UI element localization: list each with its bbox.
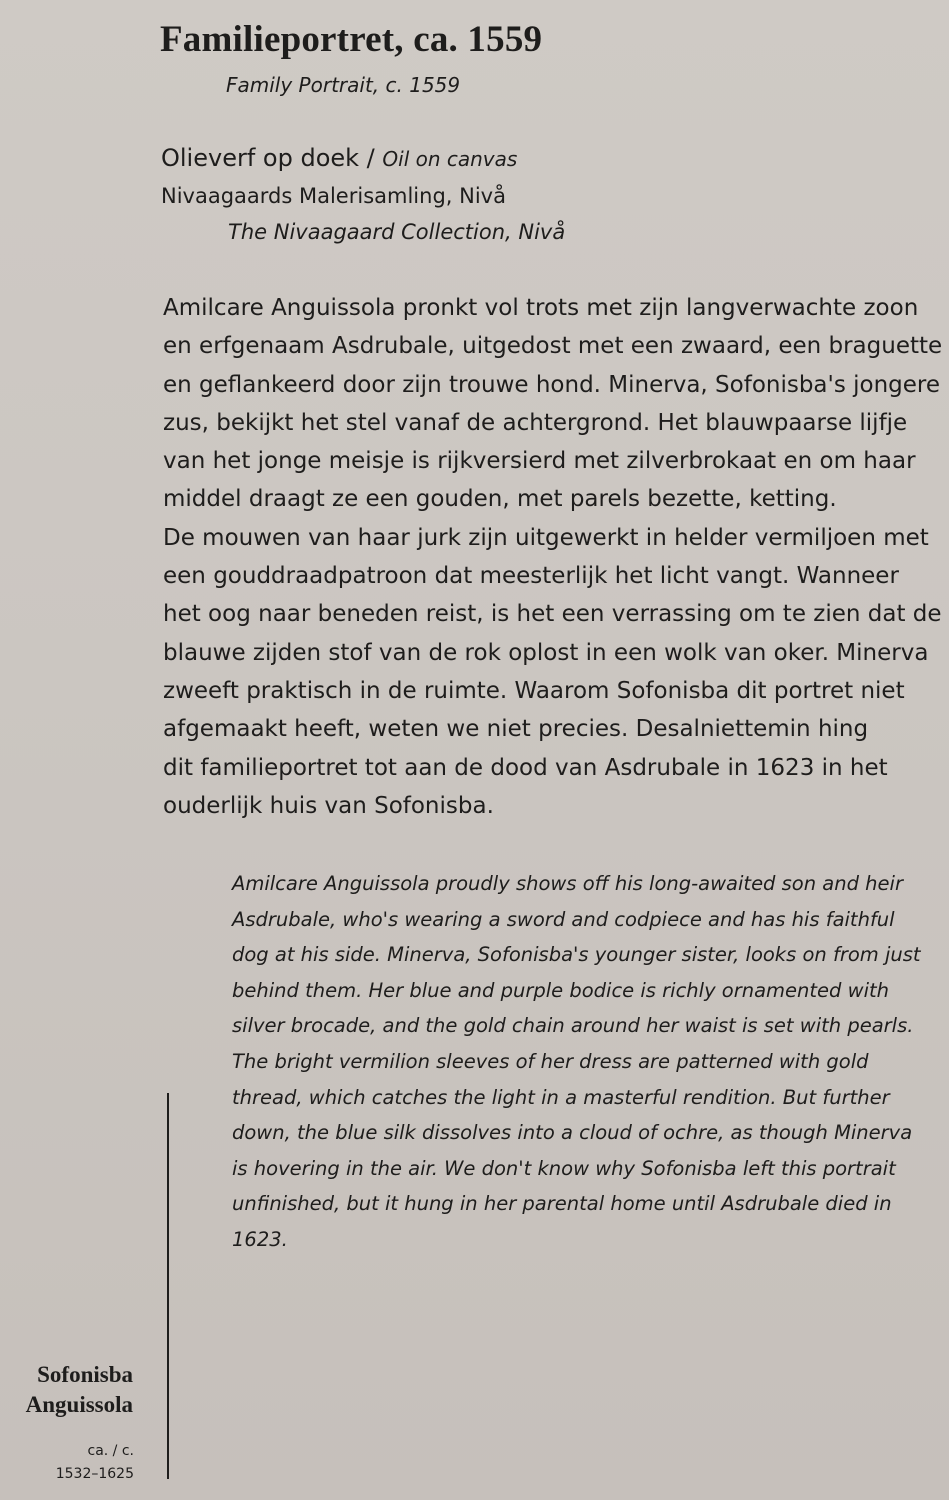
artwork-medium xyxy=(161,144,517,172)
artist-dates xyxy=(56,1440,134,1486)
description-english-line: unfinished, but it hung in her parental home until Asdrubale died in xyxy=(232,1192,892,1216)
description-english-line: silver brocade, and the gold chain around her waist is set with pearls. xyxy=(232,1014,914,1038)
description-dutch-line: afgemaakt heeft, weten we niet precies. Desalniettemin hing xyxy=(163,716,869,743)
description-dutch-line: en geflankeerd door zijn trouwe hond. Minerva, Sofonisba's jongere xyxy=(163,371,941,398)
description-english-line: 1623. xyxy=(232,1227,288,1251)
description-dutch-line: een gouddraadpatroon dat meesterlijk het licht vangt. Wanneer xyxy=(163,563,899,590)
artwork-title-english: Family Portrait, c. 1559 xyxy=(226,73,461,97)
description-english-line: thread, which catches the light in a masterful rendition. But further xyxy=(232,1085,890,1109)
artwork-title: Familieportret, ca. 1559 xyxy=(160,19,543,60)
artist-name-line: Sofonisba xyxy=(37,1362,133,1387)
description-english-line: The bright vermilion sleeves of her dress are patterned with gold xyxy=(232,1049,869,1073)
description-dutch-line: zus, bekijkt het stel vanaf de achtergrond. Het blauwpaarse lijfje xyxy=(163,409,908,436)
description-dutch-line: van het jonge meisje is rijkversierd met zilverbrokaat en om haar xyxy=(163,448,916,475)
description-dutch-line: dit familieportret tot aan de dood van Asdrubale in 1623 in het xyxy=(163,754,888,781)
description-english-line: dog at his side. Minerva, Sofonisba's younger sister, looks on from just xyxy=(232,943,921,967)
artist-dates-years: 1532–1625 xyxy=(55,1466,134,1482)
collection-english: The Nivaagaard Collection, Nivå xyxy=(228,220,566,244)
description-english-line: is hovering in the air. We don't know why Sofonisba left this portrait xyxy=(232,1156,896,1180)
collection-dutch: Nivaagaards Malerisamling, Nivå xyxy=(161,184,506,208)
description-english xyxy=(232,866,932,1258)
medium-english: Oil on canvas xyxy=(382,147,518,171)
description-dutch-line: het oog naar beneden reist, is het een verrassing om te zien dat de xyxy=(163,601,942,628)
artist-name-line: Anguissola xyxy=(25,1392,133,1417)
vertical-divider xyxy=(167,1093,169,1479)
medium-separator: / xyxy=(359,144,383,172)
description-dutch-line: ouderlijk huis van Sofonisba. xyxy=(163,792,494,819)
artist-name xyxy=(26,1360,133,1420)
description-english-line: behind them. Her blue and purple bodice is richly ornamented with xyxy=(232,978,890,1002)
description-english-line: Amilcare Anguissola proudly shows off his long-awaited son and heir xyxy=(232,872,903,895)
description-dutch-line: blauwe zijden stof van de rok oplost in een wolk van oker. Minerva xyxy=(163,639,929,666)
description-dutch-line: en erfgenaam Asdrubale, uitgedost met een zwaard, een braguette xyxy=(163,333,943,360)
description-dutch-line: De mouwen van haar jurk zijn uitgewerkt in helder vermiljoen met xyxy=(163,524,929,551)
description-english-line: Asdrubale, who's wearing a sword and codpiece and has his faithful xyxy=(232,907,895,931)
description-dutch xyxy=(163,289,943,825)
medium-dutch: Olieverf op doek xyxy=(161,144,360,172)
artist-dates-label: ca. / c. xyxy=(87,1443,134,1459)
description-english-line: down, the blue silk dissolves into a cloud of ochre, as though Minerva xyxy=(232,1121,913,1145)
description-dutch-line: middel draagt ze een gouden, met parels bezette, ketting. xyxy=(163,486,837,513)
description-dutch-line: zweeft praktisch in de ruimte. Waarom Sofonisba dit portret niet xyxy=(163,677,905,704)
description-dutch-line: Amilcare Anguissola pronkt vol trots met zijn langverwachte zoon xyxy=(163,295,919,321)
